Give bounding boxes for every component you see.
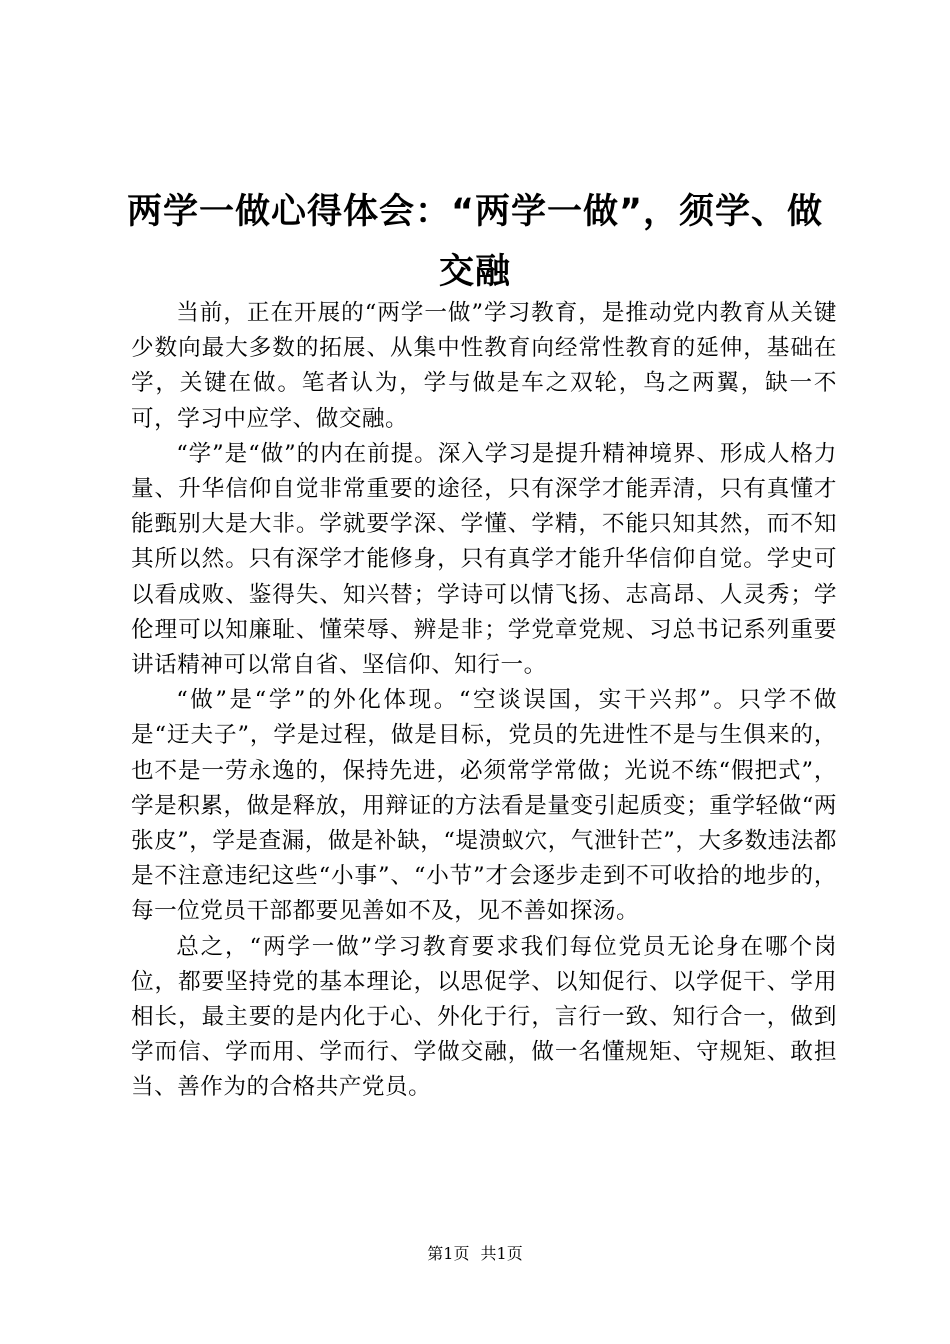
page-number-current: 第1页 xyxy=(427,1244,470,1263)
paragraph-practice: “做”是“学”的外化体现。“空谈误国，实干兴邦”。只学不做是“迂夫子”，学是过程，做是目标，党员的先进性不是与生俱来的，也不是一劳永逸的，保持先进，必须常学常做；光说不练“假把式”，学是积累，做是释放，用辩证的方法看是量变引起质变；重学轻做“两张皮”，学是查漏，做是补缺，“堤溃蚁穴，气泄针芒”，大多数违法都是不注意违纪这些“小事”、“小节”才会逐步走到不可收拾的地步的，每一位党员干部都要见善如不及，见不善如探汤。 xyxy=(131,687,837,925)
page-footer xyxy=(0,1244,950,1264)
document-title: 两学一做心得体会：“两学一做”，须学、做交融 xyxy=(126,192,823,292)
page-number-total: 共1页 xyxy=(480,1244,523,1263)
paragraph-conclusion: 总之，“两学一做”学习教育要求我们每位党员无论身在哪个岗位，都要坚持党的基本理论，以思促学、以知促行、以学促干、学用相长，最主要的是内化于心、外化于行，言行一致、知行合一，做到学而信、学而用、学而行、学做交融，做一名懂规矩、守规矩、敢担当、善作为的合格共产党员。 xyxy=(131,933,837,1101)
paragraph-study: “学”是“做”的内在前提。深入学习是提升精神境界、形成人格力量、升华信仰自觉非常重要的途径，只有深学才能弄清，只有真懂才能甄别大是大非。学就要学深、学懂、学精，不能只知其然，而不知其所以然。只有深学才能修身，只有真学才能升华信仰自觉。学史可以看成败、鉴得失、知兴替；学诗可以情飞扬、志高昂、人灵秀；学伦理可以知廉耻、懂荣辱、辨是非；学党章党规、习总书记系列重要讲话精神可以常自省、坚信仰、知行一。 xyxy=(131,440,837,679)
paragraph-intro: 当前，正在开展的“两学一做”学习教育，是推动党内教育从关键少数向最大多数的拓展、从集中性教育向经常性教育的延伸，基础在学，关键在做。笔者认为，学与做是车之双轮，鸟之两翼，缺一不可，学习中应学、做交融。 xyxy=(131,300,837,432)
document-body xyxy=(131,296,837,1106)
